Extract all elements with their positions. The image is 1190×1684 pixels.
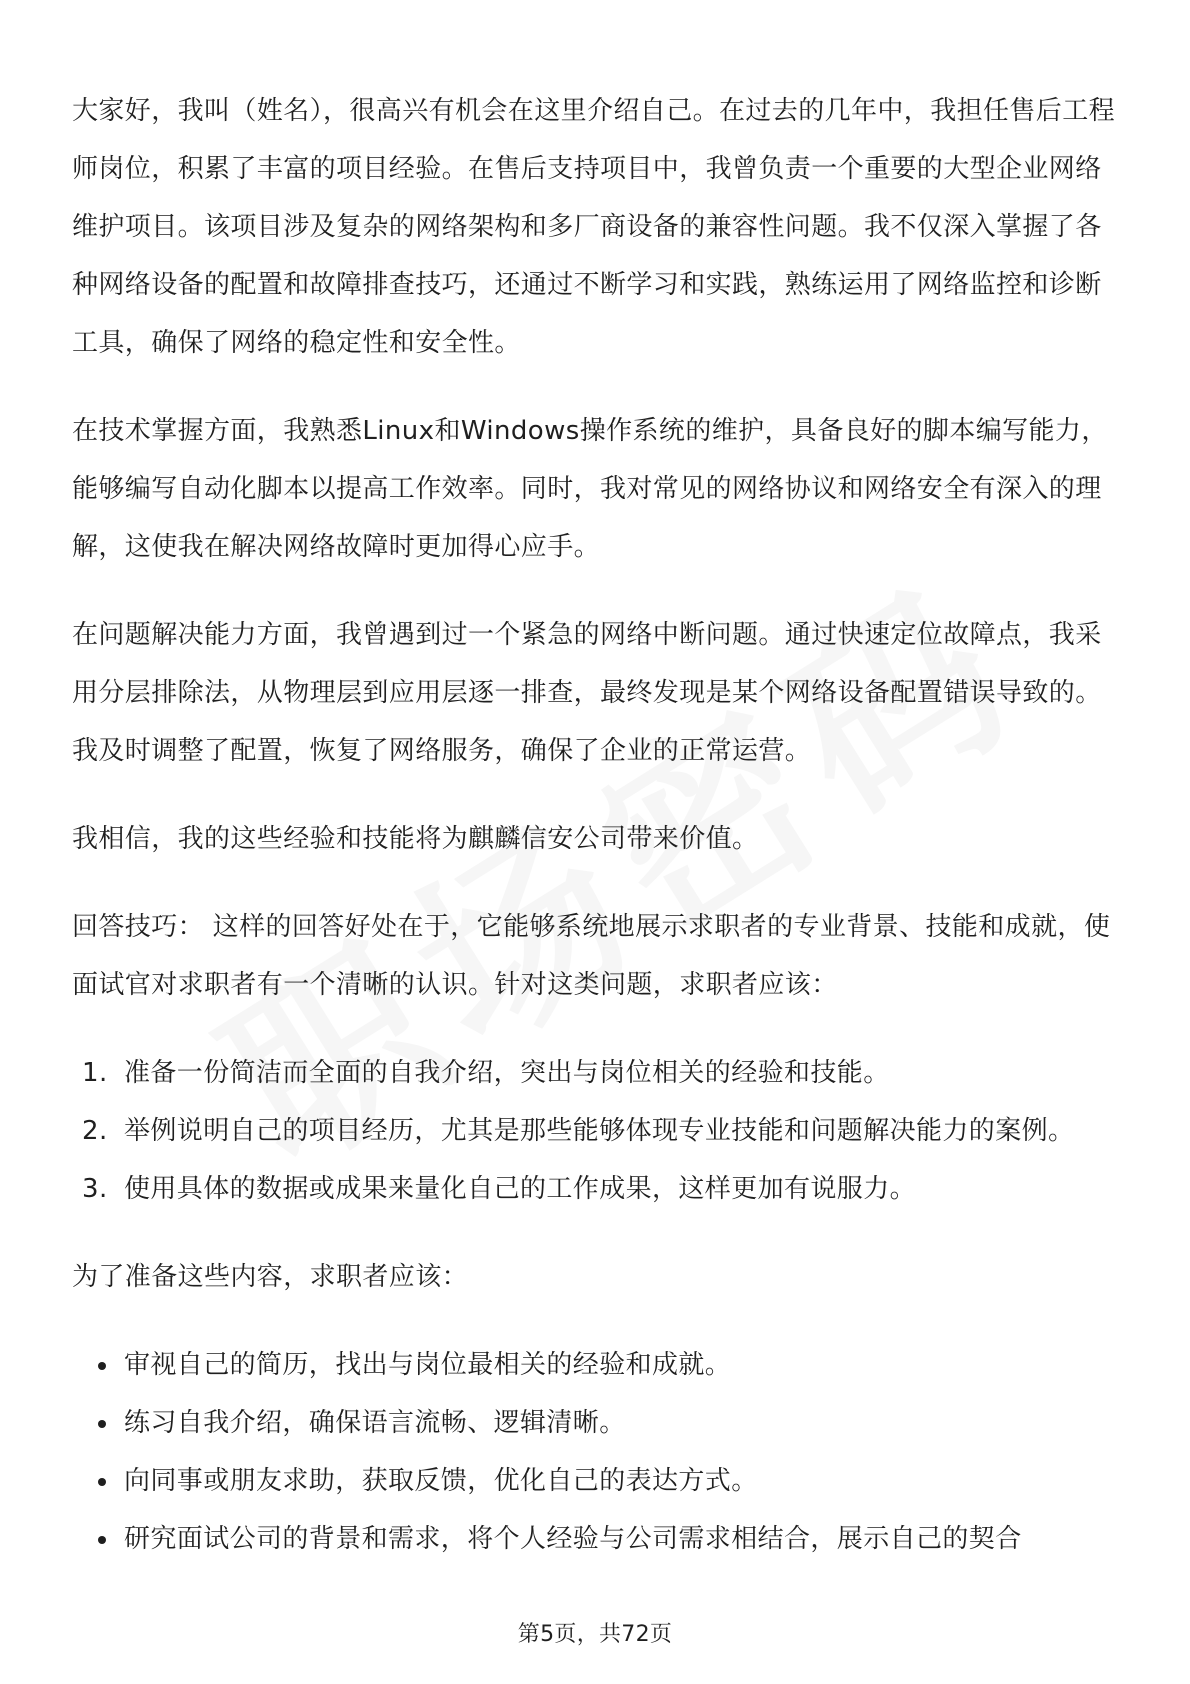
list-item bbox=[72, 1160, 1122, 1218]
bullet-icon bbox=[98, 1362, 106, 1370]
list-item bbox=[72, 1044, 1122, 1102]
bullet-item bbox=[72, 1336, 1122, 1394]
bullet-list bbox=[72, 1336, 1122, 1568]
bullet-item-text: 研究面试公司的背景和需求，将个人经验与公司需求相结合，展示自己的契合 bbox=[124, 1524, 1022, 1554]
paragraph-value: 我相信，我的这些经验和技能将为麒麟信安公司带来价值。 bbox=[72, 824, 759, 854]
list-item-text: 举例说明自己的项目经历，尤其是那些能够体现专业技能和问题解决能力的案例。 bbox=[124, 1116, 1075, 1146]
bullet-item bbox=[72, 1394, 1122, 1452]
bullet-item bbox=[72, 1452, 1122, 1510]
list-item-text: 准备一份简洁而全面的自我介绍，突出与岗位相关的经验和技能。 bbox=[124, 1058, 890, 1088]
bullet-item-text: 向同事或朋友求助，获取反馈，优化自己的表达方式。 bbox=[124, 1466, 758, 1496]
list-number: 3. bbox=[82, 1174, 108, 1204]
paragraph-problem-solving: 在问题解决能力方面，我曾遇到过一个紧急的网络中断问题。通过快速定位故障点，我采用分层排除法，从物理层到应用层逐一排查，最终发现是某个网络设备配置错误导致的。我及时调整了配置，恢复了网络服务，确保了企业的正常运营。 bbox=[72, 620, 1102, 766]
document-body bbox=[72, 82, 1122, 1568]
list-item-text: 使用具体的数据或成果来量化自己的工作成果，这样更加有说服力。 bbox=[124, 1174, 917, 1204]
bullet-icon bbox=[98, 1536, 106, 1544]
bullet-item bbox=[72, 1510, 1122, 1568]
list-number: 1. bbox=[82, 1058, 108, 1088]
bullet-item-text: 审视自己的简历，找出与岗位最相关的经验和成就。 bbox=[124, 1350, 732, 1380]
numbered-list bbox=[72, 1044, 1122, 1218]
paragraph-technical: 在技术掌握方面，我熟悉Linux和Windows操作系统的维护，具备良好的脚本编写能力，能够编写自动化脚本以提高工作效率。同时，我对常见的网络协议和网络安全有深入的理解，这使我在解决网络故障时更加得心应手。 bbox=[72, 416, 1108, 562]
paragraph-intro: 大家好，我叫（姓名），很高兴有机会在这里介绍自己。在过去的几年中，我担任售后工程师岗位，积累了丰富的项目经验。在售后支持项目中，我曾负责一个重要的大型企业网络维护项目。该项目涉及复杂的网络架构和多厂商设备的兼容性问题。我不仅深入掌握了各种网络设备的配置和故障排查技巧，还通过不断学习和实践，熟练运用了网络监控和诊断工具，确保了网络的稳定性和安全性。 bbox=[72, 96, 1116, 358]
bullet-icon bbox=[98, 1478, 106, 1486]
bullet-item-text: 练习自我介绍，确保语言流畅、逻辑清晰。 bbox=[124, 1408, 626, 1438]
bullet-icon bbox=[98, 1420, 106, 1428]
list-item bbox=[72, 1102, 1122, 1160]
paragraph-tips: 回答技巧： 这样的回答好处在于，它能够系统地展示求职者的专业背景、技能和成就，使面试官对求职者有一个清晰的认识。针对这类问题，求职者应该： bbox=[72, 912, 1111, 1000]
paragraph-prep-intro: 为了准备这些内容，求职者应该： bbox=[72, 1262, 469, 1292]
page-footer: 第5页，共72页 bbox=[517, 1622, 673, 1647]
list-number: 2. bbox=[82, 1116, 108, 1146]
